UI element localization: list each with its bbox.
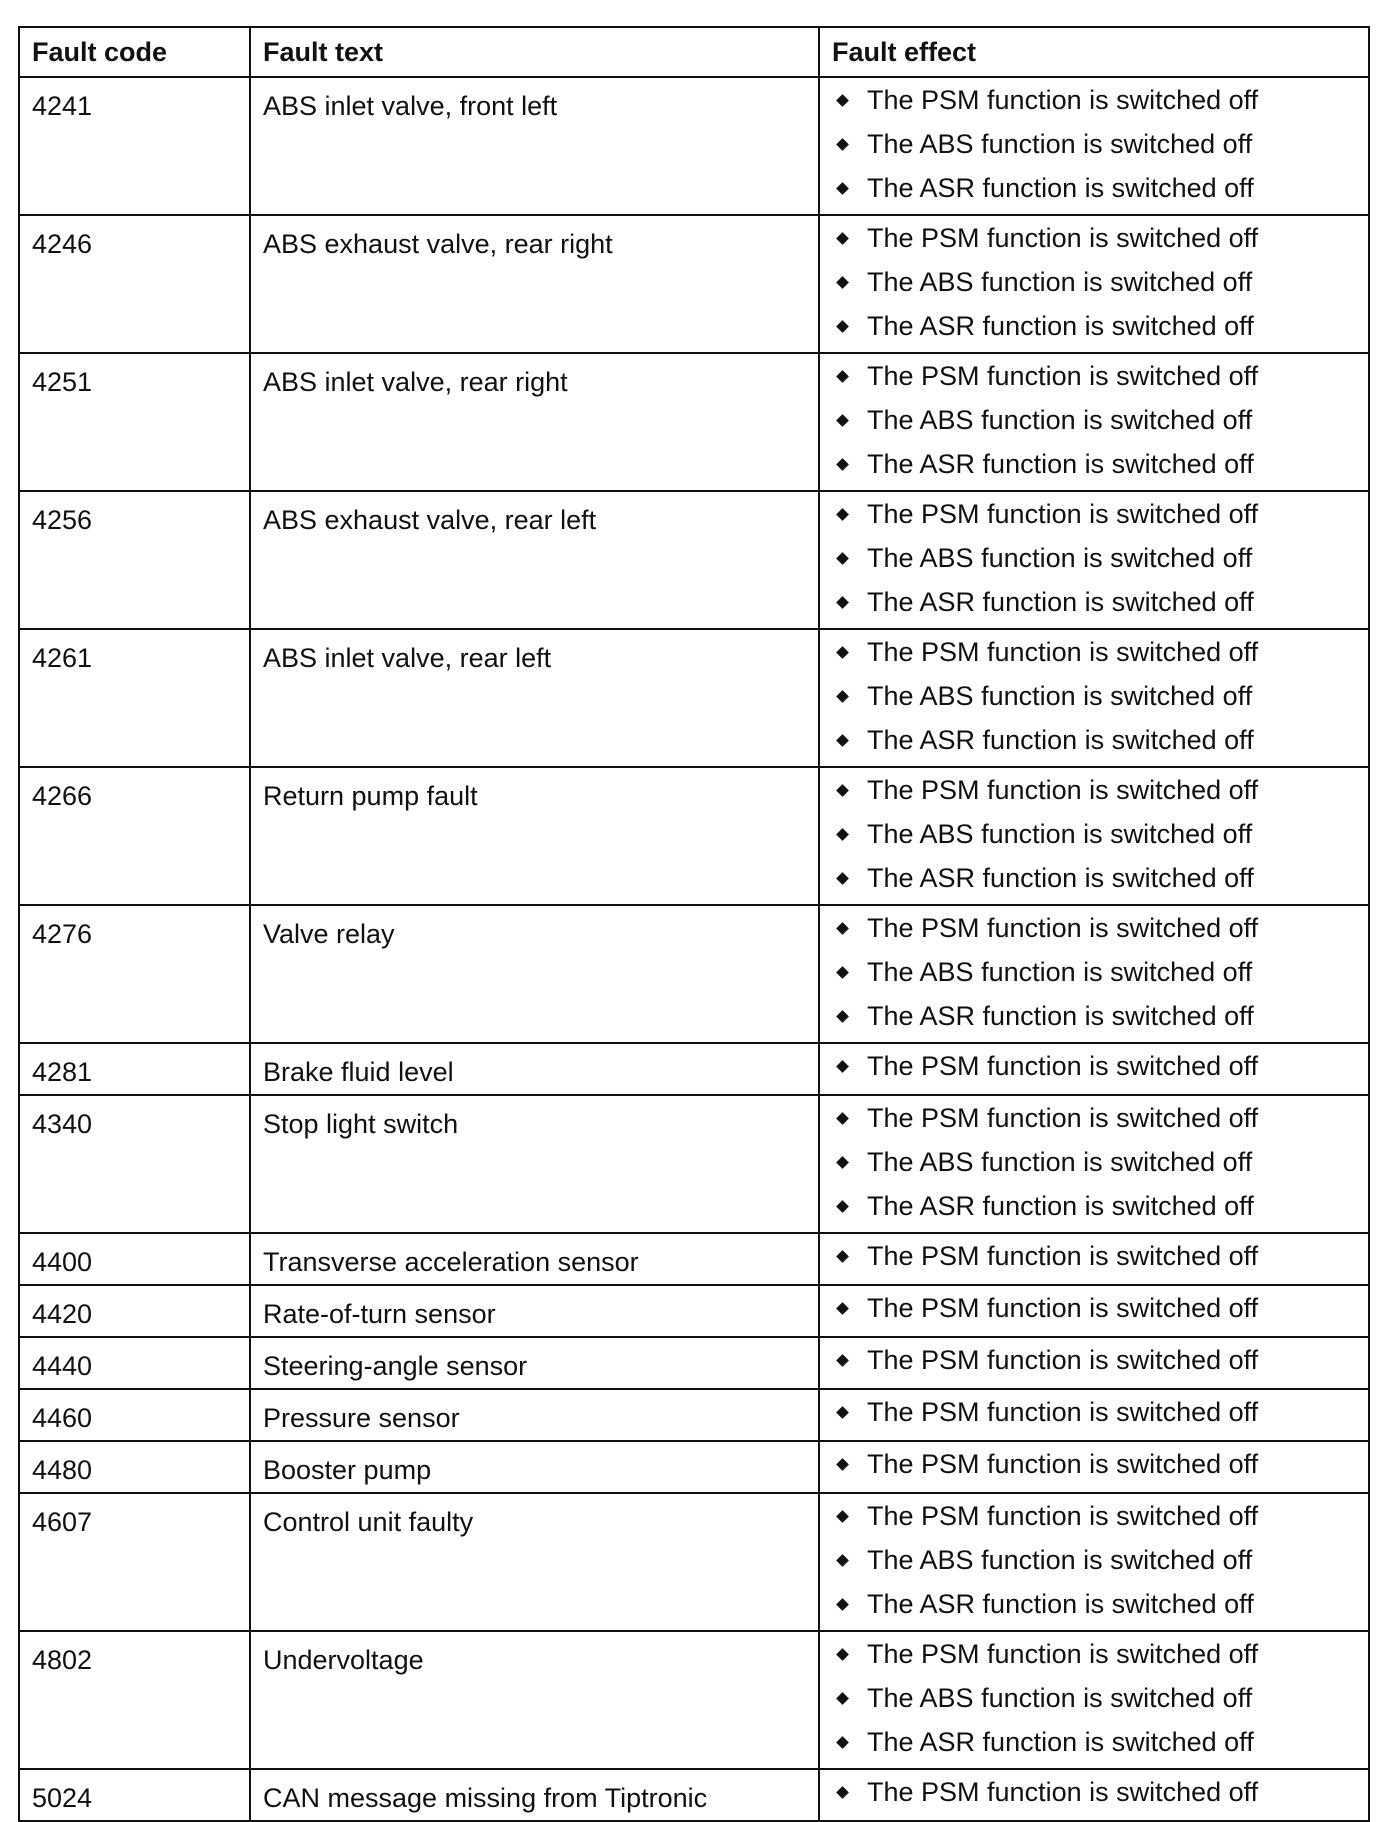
fault-text-cell: Booster pump (250, 1441, 819, 1493)
fault-code-cell: 4276 (19, 905, 250, 1043)
diamond-bullet-icon (836, 1112, 849, 1125)
effect-text: The PSM function is switched off (867, 775, 1259, 805)
diamond-bullet-icon (836, 138, 849, 151)
effect-item (832, 78, 1356, 122)
effect-text: The ASR function is switched off (867, 1001, 1254, 1031)
effect-text: The ASR function is switched off (867, 863, 1254, 893)
effect-text: The ABS function is switched off (867, 267, 1253, 297)
table-row (19, 629, 1369, 767)
effect-item (832, 630, 1356, 674)
diamond-bullet-icon (836, 458, 849, 471)
fault-effect-cell (819, 767, 1369, 905)
fault-effect-cell (819, 1441, 1369, 1493)
effect-item (832, 906, 1356, 950)
fault-effect-cell (819, 1095, 1369, 1233)
diamond-bullet-icon (836, 1302, 849, 1315)
fault-text-cell: Rate-of-turn sensor (250, 1285, 819, 1337)
effect-list (832, 1096, 1356, 1228)
effect-item (832, 994, 1356, 1038)
table-row (19, 491, 1369, 629)
diamond-bullet-icon (836, 1010, 849, 1023)
effect-text: The ASR function is switched off (867, 173, 1254, 203)
diamond-bullet-icon (836, 784, 849, 797)
effect-item (832, 1632, 1356, 1676)
diamond-bullet-icon (836, 276, 849, 289)
effect-item (832, 1234, 1356, 1278)
fault-text-cell: Stop light switch (250, 1095, 819, 1233)
effect-list (832, 1286, 1356, 1330)
table-row (19, 215, 1369, 353)
effect-item (832, 1676, 1356, 1720)
diamond-bullet-icon (836, 1354, 849, 1367)
fault-code-cell: 4261 (19, 629, 250, 767)
fault-text-cell: Return pump fault (250, 767, 819, 905)
diamond-bullet-icon (836, 1510, 849, 1523)
effect-list (832, 906, 1356, 1038)
effect-text: The ABS function is switched off (867, 1147, 1253, 1177)
effect-item (832, 354, 1356, 398)
fault-code-cell: 4256 (19, 491, 250, 629)
fault-code-cell: 4607 (19, 1493, 250, 1631)
fault-effect-cell (819, 215, 1369, 353)
diamond-bullet-icon (836, 182, 849, 195)
effect-list (832, 1442, 1356, 1486)
fault-effect-cell (819, 1769, 1369, 1821)
effect-text: The ABS function is switched off (867, 543, 1253, 573)
effect-item (832, 1338, 1356, 1382)
fault-effect-cell (819, 905, 1369, 1043)
fault-code-cell: 4251 (19, 353, 250, 491)
diamond-bullet-icon (836, 552, 849, 565)
effect-item (832, 122, 1356, 166)
effect-list (832, 1338, 1356, 1382)
fault-text-cell: Control unit faulty (250, 1493, 819, 1631)
fault-text-cell: ABS exhaust valve, rear left (250, 491, 819, 629)
header-fault-code: Fault code (19, 27, 250, 77)
effect-text: The ASR function is switched off (867, 587, 1254, 617)
effect-text: The PSM function is switched off (867, 1293, 1259, 1323)
diamond-bullet-icon (836, 596, 849, 609)
fault-code-cell: 4440 (19, 1337, 250, 1389)
effect-text: The ABS function is switched off (867, 681, 1253, 711)
effect-item (832, 768, 1356, 812)
fault-effect-cell (819, 629, 1369, 767)
diamond-bullet-icon (836, 1250, 849, 1263)
fault-text-cell: CAN message missing from Tiptronic (250, 1769, 819, 1821)
effect-item (832, 1582, 1356, 1626)
table-row (19, 353, 1369, 491)
diamond-bullet-icon (836, 320, 849, 333)
fault-code-cell: 4400 (19, 1233, 250, 1285)
effect-item (832, 216, 1356, 260)
table-row (19, 767, 1369, 905)
diamond-bullet-icon (836, 966, 849, 979)
effect-text: The ABS function is switched off (867, 957, 1253, 987)
effect-item (832, 1184, 1356, 1228)
effect-text: The PSM function is switched off (867, 1345, 1259, 1375)
diamond-bullet-icon (836, 94, 849, 107)
diamond-bullet-icon (836, 1060, 849, 1073)
effect-text: The ABS function is switched off (867, 1545, 1253, 1575)
fault-effect-cell (819, 1233, 1369, 1285)
fault-effect-cell (819, 77, 1369, 215)
header-fault-text: Fault text (250, 27, 819, 77)
effect-list (832, 630, 1356, 762)
effect-list (832, 78, 1356, 210)
fault-code-cell: 4246 (19, 215, 250, 353)
fault-code-cell: 4340 (19, 1095, 250, 1233)
diamond-bullet-icon (836, 414, 849, 427)
effect-item (832, 536, 1356, 580)
effect-item (832, 1390, 1356, 1434)
table-header-row (19, 27, 1369, 77)
effect-item (832, 260, 1356, 304)
effect-item (832, 1286, 1356, 1330)
effect-text: The ASR function is switched off (867, 311, 1254, 341)
table-row (19, 1631, 1369, 1769)
diamond-bullet-icon (836, 828, 849, 841)
table-row (19, 1441, 1369, 1493)
effect-text: The ASR function is switched off (867, 725, 1254, 755)
table-row (19, 1389, 1369, 1441)
diamond-bullet-icon (836, 370, 849, 383)
effect-list (832, 1234, 1356, 1278)
fault-code-cell: 4480 (19, 1441, 250, 1493)
diamond-bullet-icon (836, 1554, 849, 1567)
fault-effect-cell (819, 1285, 1369, 1337)
diamond-bullet-icon (836, 646, 849, 659)
effect-item (832, 492, 1356, 536)
effect-item (832, 398, 1356, 442)
diamond-bullet-icon (836, 1736, 849, 1749)
diamond-bullet-icon (836, 508, 849, 521)
table-row (19, 1285, 1369, 1337)
fault-code-cell: 4241 (19, 77, 250, 215)
effect-text: The PSM function is switched off (867, 223, 1259, 253)
fault-effect-cell (819, 1337, 1369, 1389)
effect-item (832, 718, 1356, 762)
diamond-bullet-icon (836, 734, 849, 747)
effect-item (832, 1096, 1356, 1140)
diamond-bullet-icon (836, 872, 849, 885)
effect-text: The PSM function is switched off (867, 1777, 1259, 1807)
diamond-bullet-icon (836, 690, 849, 703)
diamond-bullet-icon (836, 1692, 849, 1705)
table-row (19, 1233, 1369, 1285)
fault-text-cell: Undervoltage (250, 1631, 819, 1769)
effect-text: The PSM function is switched off (867, 1397, 1259, 1427)
effect-list (832, 1770, 1356, 1814)
effect-item (832, 1770, 1356, 1814)
table-row (19, 905, 1369, 1043)
effect-item (832, 1494, 1356, 1538)
diamond-bullet-icon (836, 1458, 849, 1471)
effect-list (832, 1390, 1356, 1434)
effect-text: The PSM function is switched off (867, 1051, 1259, 1081)
effect-item (832, 674, 1356, 718)
fault-effect-cell (819, 1389, 1369, 1441)
effect-list (832, 354, 1356, 486)
diamond-bullet-icon (836, 1156, 849, 1169)
fault-effect-cell (819, 491, 1369, 629)
effect-item (832, 1140, 1356, 1184)
fault-code-cell: 5024 (19, 1769, 250, 1821)
fault-code-table (18, 26, 1370, 1822)
effect-item (832, 856, 1356, 900)
effect-text: The PSM function is switched off (867, 913, 1259, 943)
fault-effect-cell (819, 1043, 1369, 1095)
fault-text-cell: Valve relay (250, 905, 819, 1043)
fault-text-cell: Steering-angle sensor (250, 1337, 819, 1389)
fault-text-cell: ABS inlet valve, rear right (250, 353, 819, 491)
table-row (19, 1043, 1369, 1095)
effect-text: The PSM function is switched off (867, 1449, 1259, 1479)
fault-effect-cell (819, 1493, 1369, 1631)
effect-item (832, 950, 1356, 994)
table-body (19, 77, 1369, 1821)
fault-effect-cell (819, 1631, 1369, 1769)
fault-text-cell: ABS exhaust valve, rear right (250, 215, 819, 353)
effect-item (832, 1720, 1356, 1764)
effect-item (832, 1044, 1356, 1088)
fault-text-cell: Pressure sensor (250, 1389, 819, 1441)
effect-text: The ABS function is switched off (867, 819, 1253, 849)
fault-code-cell: 4266 (19, 767, 250, 905)
effect-item (832, 1442, 1356, 1486)
diamond-bullet-icon (836, 1200, 849, 1213)
fault-text-cell: Brake fluid level (250, 1043, 819, 1095)
effect-item (832, 166, 1356, 210)
fault-text-cell: ABS inlet valve, front left (250, 77, 819, 215)
effect-item (832, 580, 1356, 624)
effect-list (832, 1494, 1356, 1626)
effect-item (832, 1538, 1356, 1582)
table-row (19, 1095, 1369, 1233)
table-row (19, 1769, 1369, 1821)
diamond-bullet-icon (836, 1786, 849, 1799)
effect-item (832, 442, 1356, 486)
fault-code-cell: 4460 (19, 1389, 250, 1441)
effect-text: The ASR function is switched off (867, 449, 1254, 479)
effect-list (832, 492, 1356, 624)
fault-text-cell: Transverse acceleration sensor (250, 1233, 819, 1285)
effect-text: The PSM function is switched off (867, 637, 1259, 667)
table-row (19, 1337, 1369, 1389)
fault-code-cell: 4420 (19, 1285, 250, 1337)
diamond-bullet-icon (836, 1406, 849, 1419)
effect-text: The PSM function is switched off (867, 85, 1259, 115)
effect-list (832, 1632, 1356, 1764)
fault-effect-cell (819, 353, 1369, 491)
effect-item (832, 304, 1356, 348)
effect-text: The ASR function is switched off (867, 1589, 1254, 1619)
effect-text: The ABS function is switched off (867, 405, 1253, 435)
diamond-bullet-icon (836, 232, 849, 245)
effect-text: The ABS function is switched off (867, 1683, 1253, 1713)
effect-text: The ASR function is switched off (867, 1727, 1254, 1757)
effect-list (832, 1044, 1356, 1088)
fault-text-cell: ABS inlet valve, rear left (250, 629, 819, 767)
effect-text: The PSM function is switched off (867, 1639, 1259, 1669)
table-row (19, 1493, 1369, 1631)
effect-item (832, 812, 1356, 856)
effect-text: The PSM function is switched off (867, 1501, 1259, 1531)
diamond-bullet-icon (836, 922, 849, 935)
effect-list (832, 216, 1356, 348)
table-row (19, 77, 1369, 215)
effect-text: The ASR function is switched off (867, 1191, 1254, 1221)
effect-text: The ABS function is switched off (867, 129, 1253, 159)
effect-text: The PSM function is switched off (867, 1103, 1259, 1133)
effect-text: The PSM function is switched off (867, 361, 1259, 391)
effect-text: The PSM function is switched off (867, 499, 1259, 529)
effect-text: The PSM function is switched off (867, 1241, 1259, 1271)
fault-code-cell: 4281 (19, 1043, 250, 1095)
fault-code-cell: 4802 (19, 1631, 250, 1769)
header-fault-effect: Fault effect (819, 27, 1369, 77)
effect-list (832, 768, 1356, 900)
diamond-bullet-icon (836, 1648, 849, 1661)
diamond-bullet-icon (836, 1598, 849, 1611)
